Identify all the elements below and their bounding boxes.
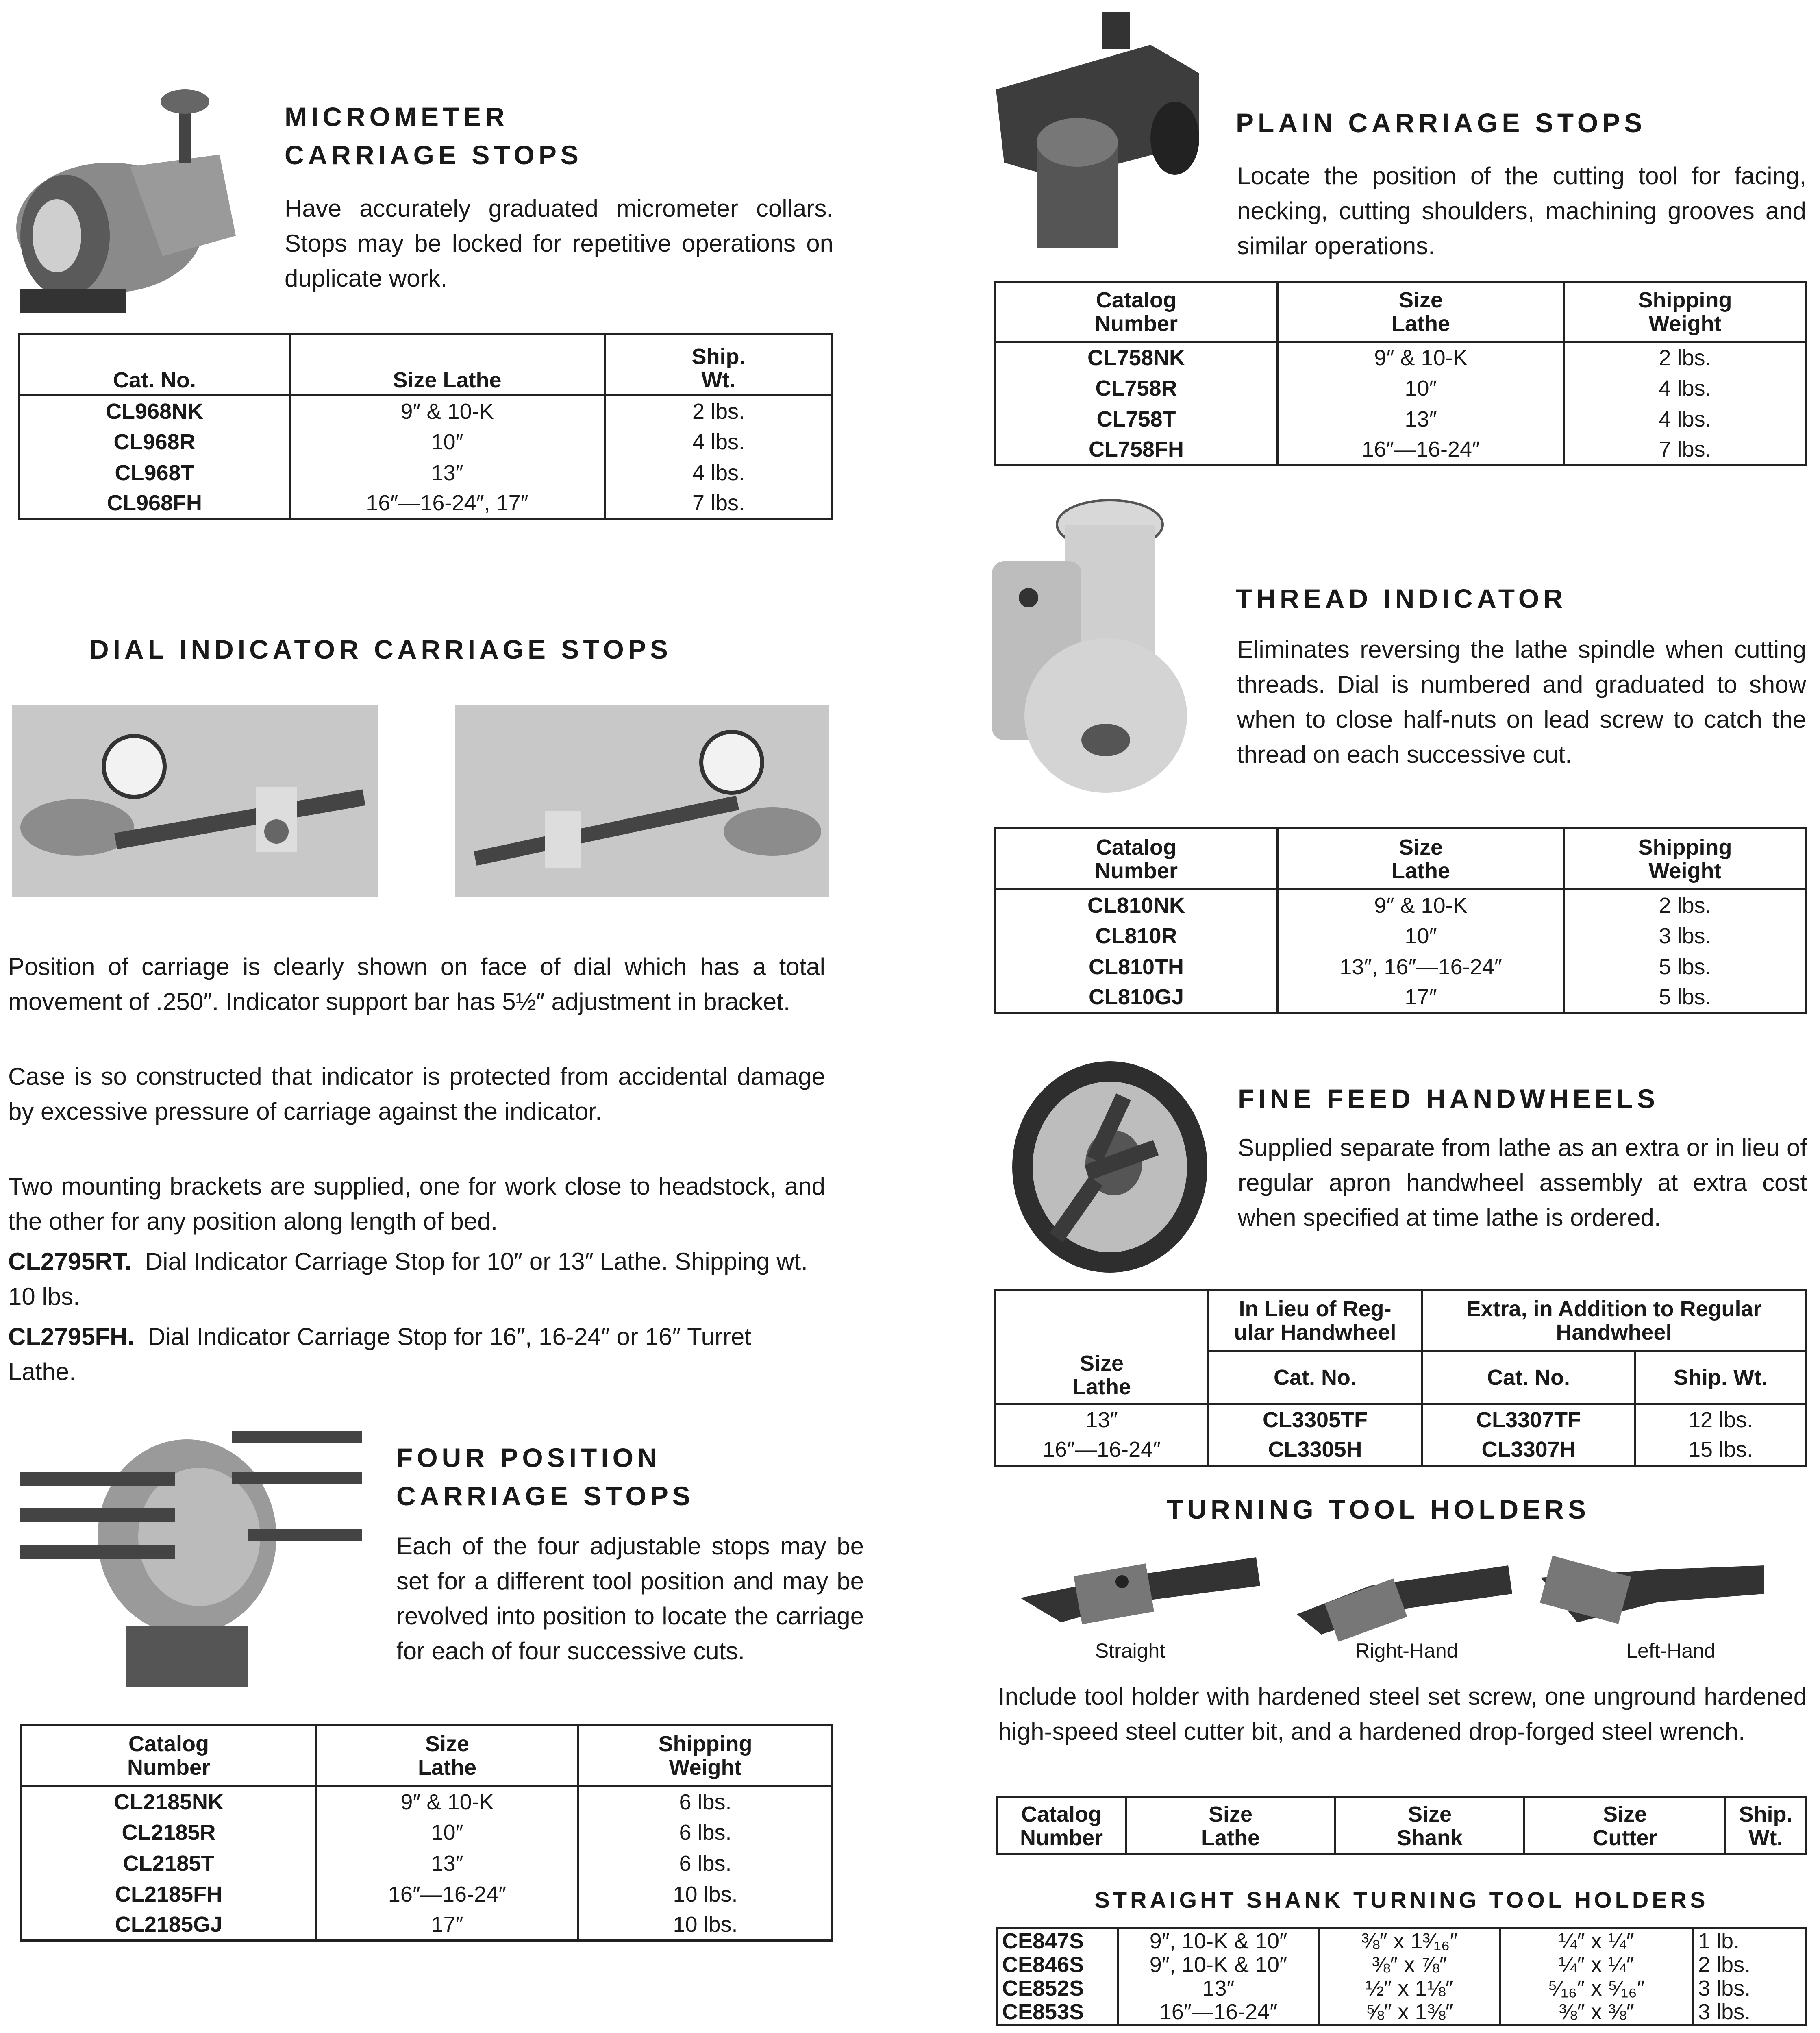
col-size-lathe: Size Lathe — [1278, 829, 1564, 890]
table-cell: 4 lbs. — [1659, 376, 1711, 401]
col-cat-no-extra: Cat. No. — [1422, 1351, 1635, 1404]
dial-item-1: CL2795RT. Dial Indicator Carriage Stop for 10″ or 13″ Lathe. Shipping wt. 10 lbs. — [8, 1248, 808, 1310]
table-cell: 10 lbs. — [673, 1912, 738, 1937]
table-cell: 13″ — [1118, 1976, 1319, 2000]
four-position-description: Each of the four adjustable stops may be set for a different tool position and may be revolved into position to locate the carriage for each of four successive cuts. — [396, 1532, 864, 1665]
dial-indicator-title: DIAL INDICATOR CARRIAGE STOPS — [89, 634, 672, 664]
col-shipping-weight: Shipping Weight — [1638, 835, 1732, 883]
table-cell: CE852S — [997, 1976, 1118, 2000]
four-position-stop-photo — [4, 1415, 370, 1700]
thread-indicator-title: THREAD INDICATOR — [1236, 583, 1567, 614]
table-cell: ⁵⁄₁₆″ x ⁵⁄₁₆″ — [1500, 1976, 1693, 2000]
plain-description: Locate the position of the cutting tool for facing, necking, cutting shoulders, machining grooves and similar operations. — [1237, 162, 1806, 259]
thread-indicator-photo — [984, 488, 1187, 797]
table-cell: 5 lbs. — [1659, 954, 1711, 979]
table-cell: 9″ & 10-K — [1278, 342, 1564, 373]
table-cell: CL3307H — [1422, 1435, 1635, 1466]
turning-description: Include tool holder with hardened steel set screw, one unground hardened high-speed steel cutter bit, and a hardened drop-forged steel wrench. — [998, 1683, 1807, 1745]
table-cell: CL810R — [995, 921, 1278, 951]
table-cell: 4 lbs. — [1659, 407, 1711, 431]
table-cell: 2 lbs. — [1659, 345, 1711, 370]
table-cell: 1 lb. — [1698, 1929, 1740, 1953]
table-cell: CL968R — [20, 427, 290, 457]
straight-holder-photo — [1012, 1541, 1264, 1643]
table-cell: 3 lbs. — [1698, 2000, 1751, 2024]
plain-table — [994, 281, 1807, 466]
table-cell: CL810TH — [995, 951, 1278, 982]
dial-paragraph-2: Case is so constructed that indicator is protected from accidental damage by excessive pressure of carriage against the indicator. — [8, 1063, 825, 1125]
table-cell: CL2185NK — [22, 1786, 316, 1817]
thread-indicator-description: Eliminates reversing the lathe spindle when cutting threads. Dial is numbered and graduated to show when to close half-nuts on lead screw to catch the thread on each successive cut. — [1237, 636, 1806, 768]
table-cell: 16″—16-24″ — [316, 1879, 578, 1910]
straight-subtitle: STRAIGHT SHANK TURNING TOOL HOLDERS — [1094, 1887, 1709, 1913]
table-cell: CL758T — [995, 404, 1278, 435]
col-size-lathe: Size Lathe — [1126, 1798, 1335, 1855]
col-size-lathe: Size Lathe — [995, 1290, 1209, 1404]
col-catalog-number: Catalog Number — [997, 1798, 1126, 1855]
table-cell: CE847S — [997, 1929, 1118, 1953]
col-cat-no-lieu: Cat. No. — [1209, 1351, 1422, 1404]
table-cell: 3 lbs. — [1698, 1976, 1751, 2000]
col-size-lathe: Size Lathe — [1278, 282, 1564, 342]
micrometer-stop-photo — [8, 65, 268, 317]
table-cell: CL758R — [995, 373, 1278, 404]
table-cell: 6 lbs. — [679, 1851, 732, 1876]
table-cell: 9″, 10-K & 10″ — [1118, 1929, 1319, 1953]
col-size-shank: Size Shank — [1335, 1798, 1524, 1855]
handwheel-photo — [1004, 1053, 1216, 1281]
table-cell: ¼″ x ¼″ — [1500, 1929, 1693, 1953]
table-cell: 6 lbs. — [679, 1820, 732, 1845]
handwheels-table — [994, 1289, 1807, 1467]
table-cell: CL3305H — [1209, 1435, 1422, 1466]
table-cell: CL968T — [20, 457, 290, 488]
table-cell: CL810GJ — [995, 982, 1278, 1013]
table-cell: CL2185R — [22, 1817, 316, 1848]
table-cell: 2 lbs. — [1659, 893, 1711, 918]
table-cell: 4 lbs. — [692, 460, 745, 485]
table-cell: CL3305TF — [1209, 1404, 1422, 1435]
table-cell: 4 lbs. — [692, 429, 745, 454]
dial-indicator-photo-1 — [12, 705, 378, 897]
col-ship-wt: Ship. Wt. — [1739, 1802, 1793, 1850]
handwheels-description: Supplied separate from lathe as an extra or in lieu of regular apron handwheel assembly at extra cost when specified at time lathe is ordered. — [1238, 1134, 1807, 1231]
micrometer-title-2: CARRIAGE STOPS — [285, 140, 583, 170]
table-cell: 2 lbs. — [1698, 1952, 1751, 1977]
col-extra: Extra, in Addition to Regular Handwheel — [1422, 1290, 1806, 1351]
caption-straight: Straight — [1095, 1639, 1165, 1662]
table-cell: 12 lbs. — [1688, 1407, 1753, 1432]
table-cell: 16″—16-24″ — [995, 1435, 1209, 1466]
table-cell: 13″, 16″—16-24″ — [1278, 951, 1564, 982]
col-in-lieu: In Lieu of Reg- ular Handwheel — [1209, 1290, 1422, 1351]
plain-title: PLAIN CARRIAGE STOPS — [1236, 108, 1646, 138]
left-hand-holder-photo — [1537, 1541, 1772, 1647]
table-cell: 9″ & 10-K — [316, 1786, 578, 1817]
table-cell: 2 lbs. — [692, 399, 745, 424]
caption-right-hand: Right-Hand — [1355, 1639, 1458, 1662]
col-size-lathe: Size Lathe — [316, 1725, 578, 1786]
col-catalog-number: Catalog Number — [995, 829, 1278, 890]
col-size-lathe: Size Lathe — [290, 335, 605, 396]
table-cell: 16″—16-24″ — [1278, 435, 1564, 466]
turning-header-table — [996, 1796, 1807, 1855]
table-cell: 16″—16-24″, 17″ — [290, 488, 605, 519]
table-cell: 3 lbs. — [1659, 923, 1711, 948]
table-cell: 9″ & 10-K — [290, 396, 605, 427]
col-shipping-weight: Shipping Weight — [658, 1731, 752, 1780]
table-cell: 10 lbs. — [673, 1882, 738, 1907]
table-cell: 16″—16-24″ — [1118, 2000, 1319, 2025]
table-cell: 17″ — [316, 1910, 578, 1941]
col-cat-no: Cat. No. — [20, 335, 290, 396]
table-cell: CL968NK — [20, 396, 290, 427]
table-cell: 13″ — [290, 457, 605, 488]
dial-paragraph-1: Position of carriage is clearly shown on face of dial which has a total movement of .250″. Indicator support bar has 5½″ adjustment in bracket. — [8, 953, 825, 1015]
handwheels-title: FINE FEED HANDWHEELS — [1238, 1084, 1659, 1114]
straight-table — [996, 1927, 1807, 2026]
table-cell: 6 lbs. — [679, 1789, 732, 1814]
table-cell: CL2185T — [22, 1848, 316, 1879]
table-cell: 5 lbs. — [1659, 985, 1711, 1010]
dial-paragraph-3: Two mounting brackets are supplied, one for work close to headstock, and the other for any position along length of bed. — [8, 1173, 825, 1235]
table-cell: 9″, 10-K & 10″ — [1118, 1953, 1319, 1976]
table-cell: 15 lbs. — [1688, 1437, 1753, 1462]
table-cell: CL758NK — [995, 342, 1278, 373]
table-cell: 17″ — [1278, 982, 1564, 1013]
table-cell: CL2185FH — [22, 1879, 316, 1910]
table-cell: 13″ — [995, 1404, 1209, 1435]
table-cell: ⅜″ x ⅜″ — [1500, 2000, 1693, 2025]
table-cell: 10″ — [290, 427, 605, 457]
dial-item-2: CL2795FH. Dial Indicator Carriage Stop for 16″, 16-24″ or 16″ Turret Lathe. — [8, 1323, 751, 1385]
table-cell: 10″ — [1278, 921, 1564, 951]
right-hand-holder-photo — [1289, 1541, 1516, 1647]
col-ship-wt: Ship. Wt. — [1674, 1365, 1768, 1390]
table-cell: CL758FH — [995, 435, 1278, 466]
table-cell: 13″ — [316, 1848, 578, 1879]
table-cell: ½″ x 1⅛″ — [1319, 1976, 1500, 2000]
table-cell: CE846S — [997, 1953, 1118, 1976]
table-cell: 10″ — [316, 1817, 578, 1848]
table-cell: 13″ — [1278, 404, 1564, 435]
caption-left-hand: Left-Hand — [1626, 1639, 1716, 1662]
table-cell: 7 lbs. — [1659, 437, 1711, 462]
table-cell: CL2185GJ — [22, 1910, 316, 1941]
table-cell: CL810NK — [995, 890, 1278, 921]
thread-indicator-table — [994, 827, 1807, 1014]
table-cell: ¼″ x ¼″ — [1500, 1953, 1693, 1976]
col-shipping-weight: Shipping Weight — [1638, 287, 1732, 336]
turning-title: TURNING TOOL HOLDERS — [1167, 1494, 1590, 1524]
dial-indicator-photo-2 — [455, 705, 829, 897]
table-cell: 7 lbs. — [692, 491, 745, 516]
table-cell: CE853S — [997, 2000, 1118, 2025]
plain-carriage-stop-photo — [988, 8, 1216, 268]
four-position-title-2: CARRIAGE STOPS — [396, 1481, 694, 1511]
table-cell: 9″ & 10-K — [1278, 890, 1564, 921]
four-position-table — [20, 1724, 833, 1942]
table-cell: 10″ — [1278, 373, 1564, 404]
micrometer-table — [18, 333, 833, 520]
four-position-title-1: FOUR POSITION — [396, 1443, 661, 1473]
col-catalog-number: Catalog Number — [22, 1725, 316, 1786]
table-cell: ⅜″ x 1³⁄₁₆″ — [1319, 1929, 1500, 1953]
micrometer-description: Have accurately graduated micrometer collars. Stops may be locked for repetitive operations on duplicate work. — [285, 195, 833, 292]
table-cell: CL3307TF — [1422, 1404, 1635, 1435]
micrometer-title-1: MICROMETER — [285, 102, 509, 132]
table-cell: ⅝″ x 1⅜″ — [1319, 2000, 1500, 2025]
table-cell: CL968FH — [20, 488, 290, 519]
col-catalog-number: Catalog Number — [995, 282, 1278, 342]
col-ship-wt: Ship. Wt. — [691, 344, 746, 392]
table-cell: ⅜″ x ⅞″ — [1319, 1953, 1500, 1976]
col-size-cutter: Size Cutter — [1524, 1798, 1726, 1855]
